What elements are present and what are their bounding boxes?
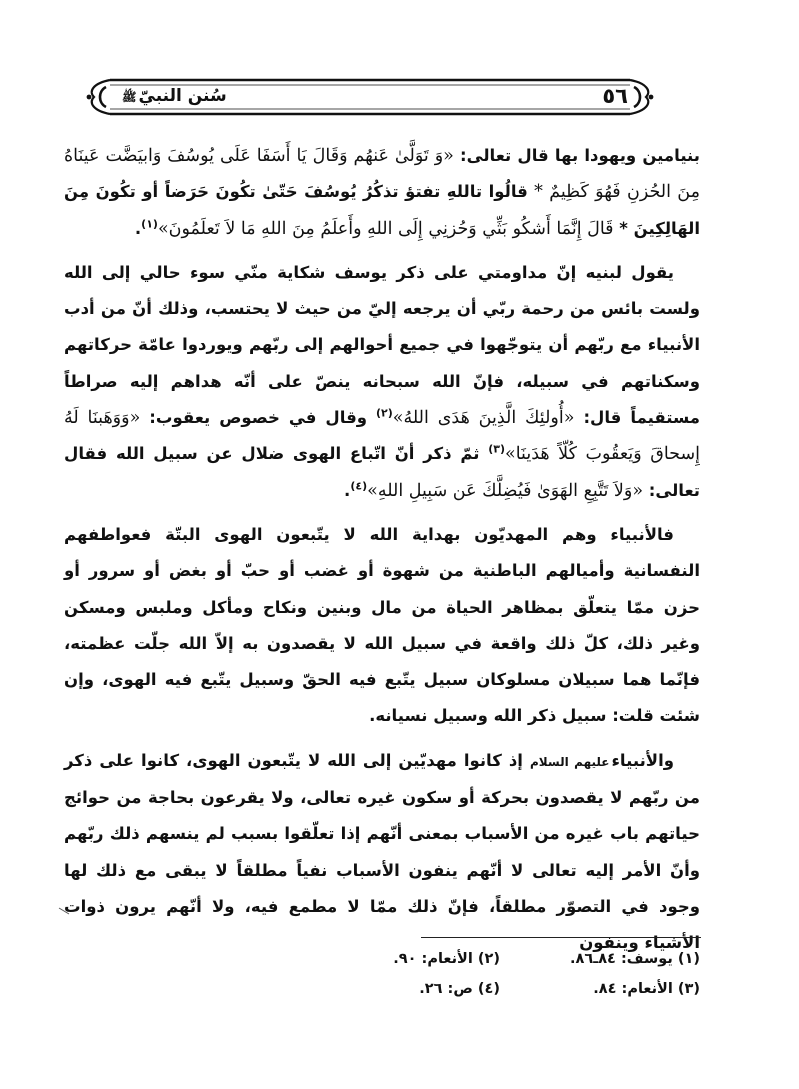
footnote-1: (١) يوسف: ٨٤ـ٨٦.: [570, 951, 700, 967]
footnotes: [240, 944, 700, 1004]
paragraph-2-text: ثمّ ذكر أنّ اتّباع الهوى ضلال عن سبيل الله فقال تعالى:: [64, 444, 700, 500]
paragraph-1-lead: بنيامين ويهودا بها قال تعالى:: [453, 146, 700, 165]
footnote-marker: (٤): [350, 479, 368, 493]
footnote-divider: [421, 937, 701, 938]
paragraph-2-end: .: [344, 480, 351, 500]
page-number: ٥٦: [602, 84, 628, 108]
body-text: [64, 138, 700, 970]
scan-mark: [58, 904, 70, 916]
quran-quote: «وَلاَ تَتَّبِعِ الهَوَىٰ فَيُضِلَّكَ عَن سَبِيلِ اللهِ»: [367, 480, 644, 501]
honorific-glyph: ﷺ: [122, 90, 137, 104]
paragraph-4-text: والأنبياء: [611, 750, 674, 770]
footnote-row: [240, 944, 700, 974]
quran-quote: قَالَ إِنَّمَا أَشكُو بَثِّي وَحُزنِي إِلَى اللهِ وأَعلَمُ مِنَ اللهِ مَا لاَ تَعلَمُونَ»: [157, 218, 614, 239]
footnote-row: [240, 974, 700, 1004]
paragraph-3: فالأنبياء وهم المهديّون بهداية الله لا يتّبعون الهوى البتّة فعواطفهم النفسانية وأميالهم الباطنية من شهوة أو غضب أو حبّ أو بغض أو سرور أو حزن ممّا يتعلّق بمظاهر الحياة من مال وبنين ونكاح ومأكل وملبس ومسكن وغير ذلك، كلّ ذلك واقعة في سبيل الله لا يقصدون به إلاّ الله جلّت عظمته، فإنّما هما سبيلان مسلوكان سبيل يتّبع فيه الحقّ وسبيل يتّبع فيه الهوى، وإن شئت قلت: سبيل ذكر الله وسبيل نسيانه.: [64, 524, 700, 726]
paragraph-1-end: .: [134, 218, 142, 238]
quran-quote: «أُولئِكَ الَّذِينَ هَدَى اللهُ»: [392, 408, 575, 429]
paragraph-4: [64, 743, 700, 962]
paragraph-2-text: وقال في خصوص يعقوب:: [140, 408, 377, 428]
quran-quote: «وَوَهَبنَا لَهُ إِسحاقَ وَيَعقُوبَ كُلّاً هَدَينَا»: [64, 408, 700, 465]
quran-quote: «وَ تَوَلَّىٰ عَنهُم وَقَالَ يَا أَسَفَا عَلَى يُوسُفَ وَابيَضَّت عَينَاهُ مِنَ الحُزنِ فَهُوَ كَظِيمٌ *: [64, 146, 701, 203]
paragraph-4-text: إذ كانوا مهديّين إلى الله لا يتّبعون الهوى، كانوا على ذكر من ربّهم لا يقصدون بحركة أو سكون غيره تعالى، ولا يقرعون بحاجة من حوائج حياتهم باب غيره من الأسباب بمعنى أنّهم إذا تعلّقوا بسبب لم ينسهم ذلك ربّهم وأنّ الأمر إليه تعالى لا أنّهم ينفون الأسباب نفياً مطلقاً لا يبقى مع ذلك لها وجود في التصوّر مطلقاً، فإنّ ذلك ممّا لا مطمع فيه، ولا أنّهم يرون ذوات الأشياء وينفون: [64, 750, 700, 953]
paragraph-2: [64, 255, 700, 509]
footnote-marker: (٢): [376, 406, 393, 420]
footnote-2: (٢) الأنعام: ٩٠.: [393, 951, 500, 967]
footnote-3: (٣) الأنعام: ٨٤.: [593, 981, 700, 997]
footnote-4: (٤) ص: ٢٦.: [419, 981, 500, 997]
honorific-glyph: عليهم السلام: [529, 754, 610, 769]
footnote-marker: (١): [141, 217, 158, 231]
running-title-text: سُنن النبيّ: [138, 86, 227, 106]
paragraph-1: [64, 138, 700, 247]
footnote-marker: (٣): [488, 442, 505, 456]
running-title: [122, 84, 227, 109]
paragraph-2-text: يقول لبنيه إنّ مداومتي على ذكر يوسف شكاية منّي سوء حالي إلى الله ولست بائس من رحمة ربّي أن يرجعه إليّ من حيث لا يحتسب، وذلك أنّ من أدب الأنبياء مع ربّهم أن يتوجّهوا في جميع أحوالهم إلى ربّهم ويوردوا عامّة حركاتهم وسكناتهم في سبيله، فإنّ الله سبحانه ينصّ على أنّه هداهم إليه صراطاً مستقيماً قال:: [64, 262, 700, 428]
paragraph-1-mid: قالُوا تاللهِ تفتؤ تذكُرُ يُوسُفَ حَتّىٰ تكُونَ حَرَضاً أو تكُونَ مِنَ الهَالِكِينَ *: [64, 182, 700, 238]
running-header: [84, 77, 656, 117]
